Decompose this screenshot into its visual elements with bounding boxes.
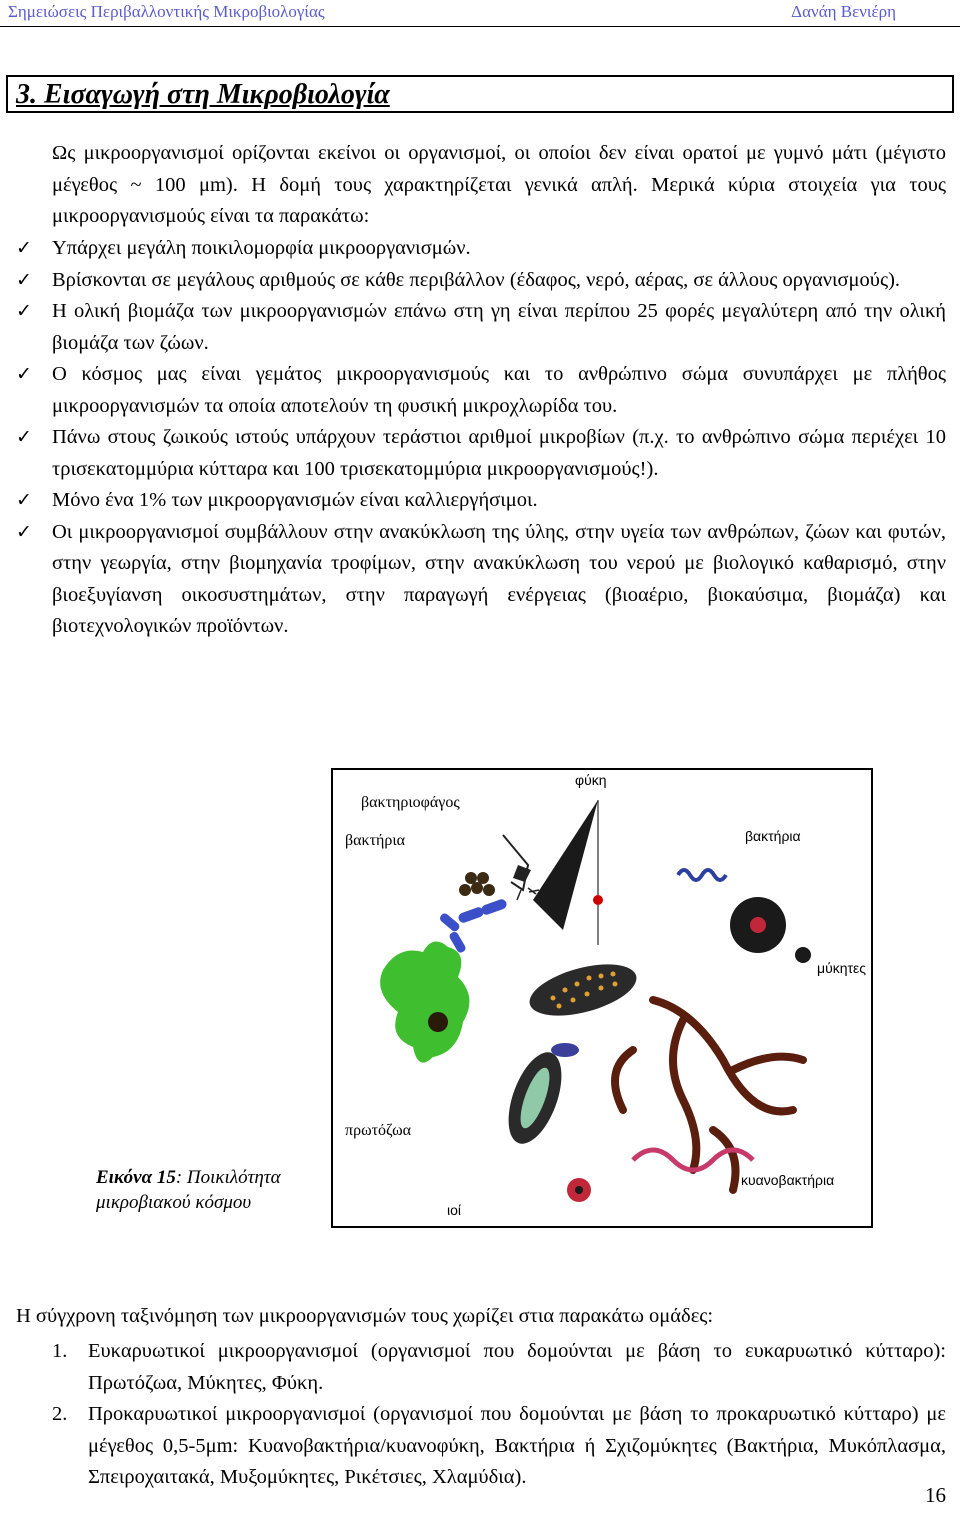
label-algae: φύκη: [575, 772, 607, 788]
caption-figure-number: Εικόνα 15: [96, 1167, 176, 1188]
list-item: [14, 265, 946, 297]
list-item: [52, 1399, 946, 1494]
bacteriophage-illustration: [503, 835, 539, 900]
checkmark-icon: ✓: [16, 237, 32, 259]
label-bacteria-left: βακτήρια: [345, 832, 406, 849]
fungi-illustration: [730, 897, 811, 963]
bullet-text: Ο κόσμος μας είναι γεμάτος μικροοργανισμούς και το ανθρώπινο σώμα συνυπάρχει με πλήθος μικροοργανισμών τα οποία αποτελούν τη φυσική μικροχλωρίδα του.: [52, 363, 946, 417]
figure-caption: [96, 1165, 281, 1215]
label-bacteria-right: βακτήρια: [745, 828, 801, 844]
label-viruses: ιοί: [447, 1202, 462, 1218]
algae-illustration: [533, 800, 603, 945]
list-item: [14, 485, 946, 517]
intro-paragraph: Ως μικροοργανισμοί ορίζονται εκείνοι οι οργανισμοί, οι οποίοι δεν είναι ορατοί με γυμνό μάτι (μέγιστο μέγεθος ~ 100 μm). Η δομή τους χαρακτηρίζεται γενικά απλή. Μερικά κύρια στοιχεία για τους μικροοργανισμούς είναι τα παρακάτω:: [52, 142, 946, 227]
list-item: [14, 359, 946, 422]
small-protist-illustration: [551, 1043, 579, 1057]
ciliate-illustration: [524, 955, 642, 1026]
checkmark-icon: ✓: [16, 363, 32, 385]
header-divider: [0, 26, 960, 27]
section-heading-box: [6, 75, 954, 113]
bullet-text: Οι μικροοργανισμοί συμβάλλουν στην ανακύκλωση της ύλης, στην υγεία των ανθρώπων, ζώων και φυτών, στην γεωργία, στην βιομηχανία τροφίμων, στην ανακύκλωση του νερού με βιολογικό καθαρισμό, στην βιοεξυγίανση οικοσυστημάτων, στην παραγωγή ενέργειας (βιοαέριο, βιοκαύσιμα, βιομάζα) και βιοτεχνολογικών προϊόντων.: [52, 520, 946, 637]
item-text: Ευκαρυωτικοί μικροοργανισμοί (οργανισμοί που δομούνται με βάση το ευκαρυωτικό κύτταρο): Πρωτόζωα, Μύκητες, Φύκη.: [88, 1340, 946, 1394]
header-left-title: Σημειώσεις Περιβαλλοντικής Μικροβιολογίας: [8, 2, 325, 21]
label-bacteriophage: βακτηριοφάγος: [361, 794, 460, 811]
caption-text: : Ποικιλότητα: [175, 1167, 281, 1188]
header-author: Δανάη Βενιέρη: [791, 2, 896, 21]
checkmark-icon: ✓: [16, 268, 32, 291]
cocci-bacteria-illustration: [459, 872, 495, 896]
list-item: [14, 517, 946, 643]
classification-intro: Η σύγχρονη ταξινόμηση των μικροοργανισμών τους χωρίζει στια παρακάτω ομάδες:: [16, 1305, 714, 1327]
label-fungi: μύκητες: [817, 960, 867, 976]
section-title: 3. Εισαγωγή στη Μικροβιολογία: [16, 79, 390, 110]
checkmark-icon: ✓: [16, 426, 32, 448]
bacilli-illustration: [438, 898, 508, 954]
classification-list: [52, 1336, 946, 1494]
label-protozoa: πρωτόζωα: [345, 1122, 411, 1139]
item-text: Προκαρυωτικοί μικροοργανισμοί (οργανισμοί που δομούνται με βάση το προκαρυωτικό κύτταρο) με μέγεθος 0,5-5μm: Κυανοβακτήρια/κυανοφύκη, Βακτήρια ή Σχιζομύκητες (Βακτήρια, Μυκόπλασμα, Σπειροχαιτακά, Μυξομύκητες, Ρικέτσιες, Χλαμύδια).: [88, 1403, 946, 1488]
bullet-text: Η ολική βιομάζα των μικροοργανισμών επάνω στη γη είναι περίπου 25 φορές μεγαλύτερη από την ολική βιομάζα των ζώων.: [52, 300, 946, 354]
checkmark-icon: ✓: [16, 520, 32, 543]
amoeba-illustration: [380, 942, 469, 1063]
item-number: 1.: [52, 1340, 68, 1362]
paramecium-illustration: [498, 1045, 572, 1150]
page-number: 16: [925, 1483, 946, 1507]
checkmark-icon: ✓: [16, 489, 32, 511]
microbial-diversity-figure: [331, 768, 873, 1228]
bullet-text: Βρίσκονται σε μεγάλους αριθμούς σε κάθε περιβάλλον (έδαφος, νερό, αέρας, σε άλλους οργανισμούς).: [52, 268, 901, 291]
bullet-list: [14, 233, 946, 643]
virus-illustration: [567, 1178, 591, 1202]
list-item: [14, 233, 946, 265]
bullet-text: Υπάρχει μεγάλη ποικιλομορφία μικροοργανισμών.: [52, 237, 471, 259]
list-item: [14, 422, 946, 485]
label-cyanobacteria: κυανοβακτήρια: [741, 1172, 835, 1188]
caption-text-line2: μικροβιακού κόσμου: [96, 1192, 252, 1213]
list-item: [52, 1336, 946, 1399]
spirillum-illustration: [678, 870, 726, 880]
item-number: 2.: [52, 1403, 68, 1425]
bullet-text: Πάνω στους ζωικούς ιστούς υπάρχουν τεράστιοι αριθμοί μικροβίων (π.χ. το ανθρώπινο σώμα περιέχει 10 τρισεκατομμύρια κύτταρα και 100 τρισεκατομμύρια μικροοργανισμούς!).: [52, 426, 946, 480]
bullet-text: Μόνο ένα 1% των μικροοργανισμών είναι καλλιεργήσιμοι.: [52, 489, 538, 511]
checkmark-icon: ✓: [16, 300, 32, 322]
list-item: [14, 296, 946, 359]
